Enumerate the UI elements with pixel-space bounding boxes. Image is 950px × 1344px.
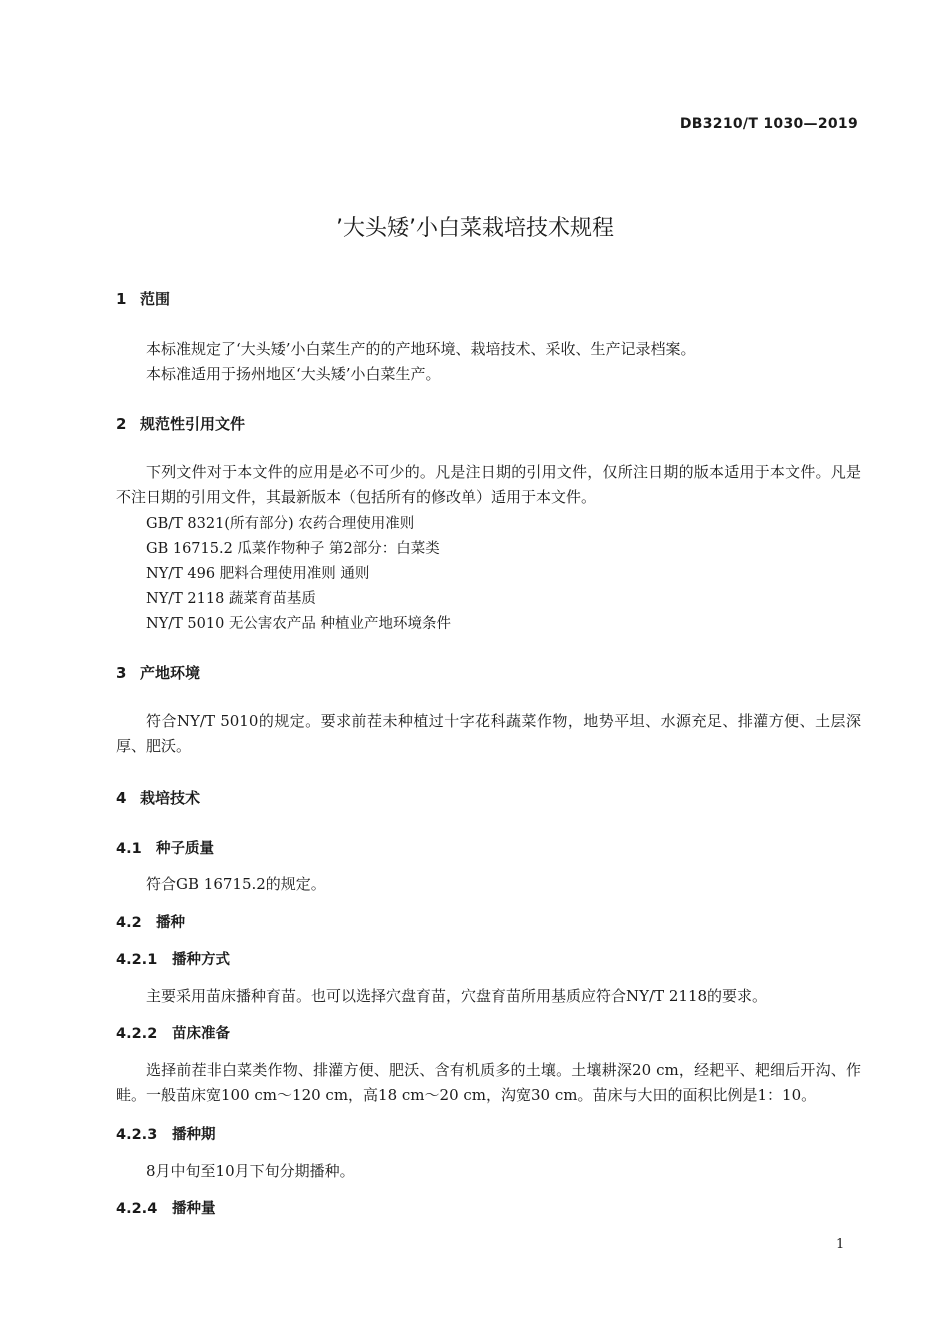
- section-heading-3: [116, 662, 200, 683]
- section-number: 2: [116, 415, 127, 433]
- subsection-title: 种子质量: [156, 841, 214, 857]
- section-number: 4: [116, 789, 127, 807]
- section-heading-2: [116, 413, 245, 434]
- section-title: 规范性引用文件: [140, 415, 246, 433]
- scope-paragraph-1: 本标准规定了‘大头矮’小白菜生产的的产地环境、栽培技术、采收、生产记录档案。: [146, 340, 696, 358]
- sowing-period-paragraph: 8月中旬至10月下旬分期播种。: [146, 1162, 355, 1180]
- subsection-title: 苗床准备: [172, 1026, 230, 1042]
- subsection-heading-4-2-1: [116, 948, 230, 969]
- section-title: 范围: [140, 290, 171, 308]
- subsection-heading-4-2-4: [116, 1197, 216, 1218]
- subsection-number: 4.2.4: [116, 1201, 158, 1217]
- subsection-heading-4-2-3: [116, 1123, 216, 1144]
- subsection-title: 播种: [156, 915, 185, 931]
- section-title: 栽培技术: [140, 789, 201, 807]
- document-title: ’大头矮’小白菜栽培技术规程: [336, 216, 614, 241]
- subsection-heading-4-2: [116, 911, 185, 932]
- page-number: 1: [836, 1237, 845, 1252]
- subsection-heading-4-2-2: [116, 1022, 230, 1043]
- subsection-number: 4.2.3: [116, 1127, 158, 1143]
- seed-quality-paragraph: 符合GB 16715.2的规定。: [146, 875, 326, 893]
- seedbed-preparation-paragraph: 选择前茬非白菜类作物、排灌方便、肥沃、含有机质多的土壤。土壤耕深20 cm，经耙平、耙细后开沟、作畦。一般苗床宽100 cm～120 cm，高18 cm～20 cm，沟宽30 cm。苗床与大田的面积比例是1：10。: [116, 1061, 861, 1104]
- section-number: 3: [116, 664, 127, 682]
- subsection-number: 4.2.1: [116, 952, 158, 968]
- subsection-number: 4.1: [116, 841, 142, 857]
- subsection-heading-4-1: [116, 837, 214, 858]
- sowing-method-paragraph: 主要采用苗床播种育苗。也可以选择穴盘育苗，穴盘育苗所用基质应符合NY/T 2118的要求。: [146, 987, 768, 1005]
- section-heading-4: [116, 787, 200, 808]
- document-code: DB3210/T 1030—2019: [679, 116, 858, 132]
- subsection-number: 4.2: [116, 915, 142, 931]
- subsection-number: 4.2.2: [116, 1026, 158, 1042]
- subsection-title: 播种期: [172, 1127, 216, 1143]
- section-heading-1: [116, 288, 170, 309]
- reference-item: GB 16715.2 瓜菜作物种子 第2部分：白菜类: [146, 541, 440, 557]
- subsection-title: 播种方式: [172, 952, 230, 968]
- subsection-title: 播种量: [172, 1201, 216, 1217]
- reference-item: NY/T 2118 蔬菜育苗基质: [146, 591, 316, 607]
- scope-paragraph-2: 本标准适用于扬州地区‘大头矮’小白菜生产。: [146, 365, 441, 383]
- normative-references-intro: 下列文件对于本文件的应用是必不可少的。凡是注日期的引用文件，仅所注日期的版本适用于本文件。凡是不注日期的引用文件，其最新版本（包括所有的修改单）适用于本文件。: [116, 463, 861, 506]
- section-number: 1: [116, 290, 127, 308]
- reference-item: NY/T 5010 无公害农产品 种植业产地环境条件: [146, 616, 452, 632]
- reference-item: GB/T 8321(所有部分) 农药合理使用准则: [146, 516, 415, 532]
- reference-item: NY/T 496 肥料合理使用准则 通则: [146, 566, 370, 582]
- section-title: 产地环境: [140, 664, 201, 682]
- site-environment-paragraph: 符合NY/T 5010的规定。要求前茬未种植过十字花科蔬菜作物，地势平坦、水源充足、排灌方便、土层深厚、肥沃。: [116, 712, 861, 755]
